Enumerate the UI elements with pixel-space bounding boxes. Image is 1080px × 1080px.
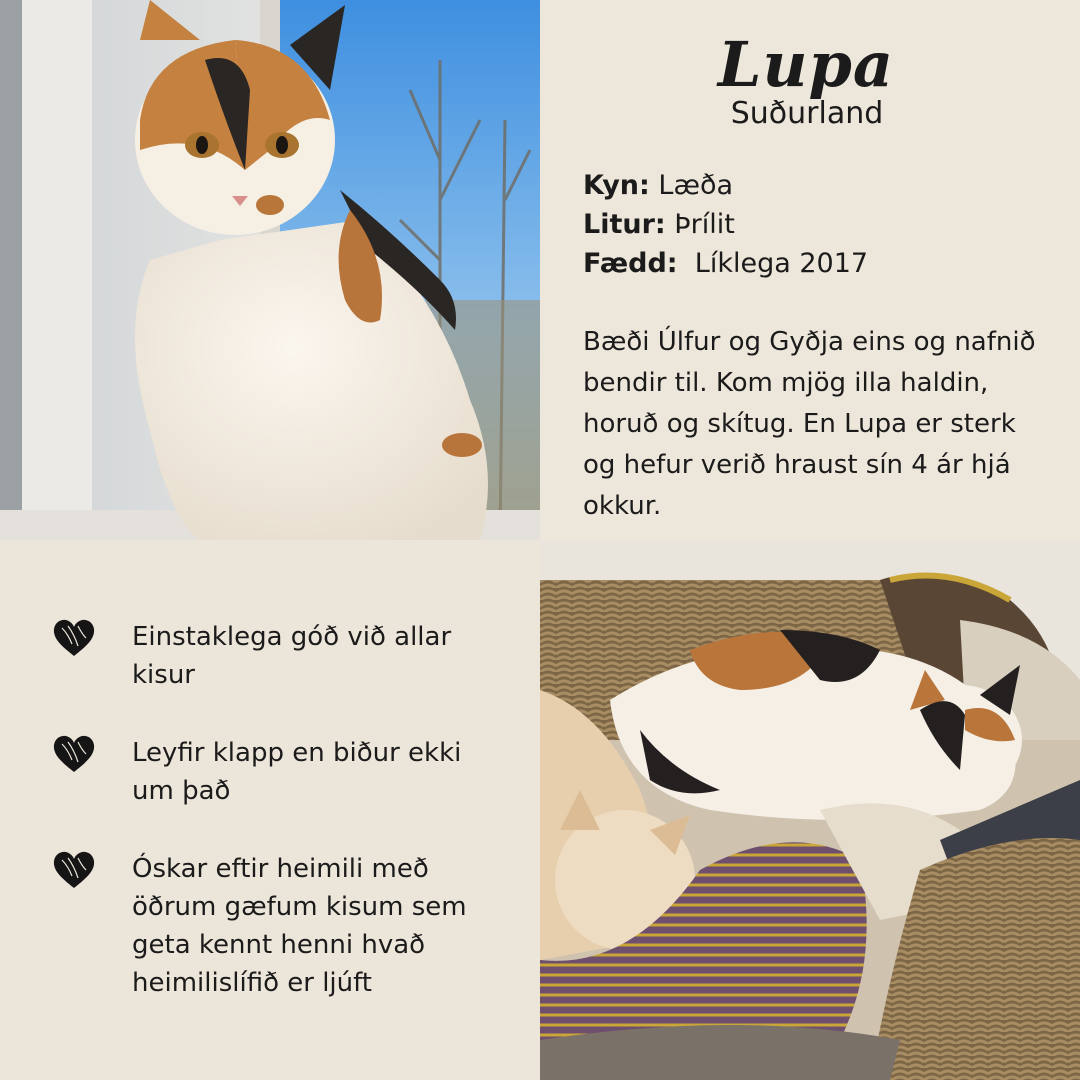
fact-key: Fædd: [583,248,678,279]
traits-panel [0,540,540,1080]
cat-name: Lupa [717,28,895,101]
fact-row [583,244,868,283]
info-panel [540,0,1080,540]
fact-row [583,205,868,244]
traits-list [52,618,492,1042]
trait-item [52,734,492,810]
fact-value: Læða [649,170,734,201]
facts-list [583,166,868,283]
heart-icon [52,618,96,658]
cat-region: Suðurland [730,96,884,131]
cat-window-photo [0,0,540,540]
fact-key: Kyn: [583,170,650,201]
trait-item [52,850,492,1002]
trait-text: Einstaklega góð við allar kisur [132,622,452,690]
trait-item [52,618,492,694]
trait-text: Óskar eftir heimili með öðrum gæfum kisum sem geta kennt henni hvað heimilislífið er ljúft [132,854,467,998]
cats-basket-photo [540,540,1080,1080]
fact-value: Líklega 2017 [677,248,869,279]
fact-row [583,166,868,205]
heart-icon [52,734,96,774]
fact-key: Litur: [583,209,666,240]
trait-text: Leyfir klapp en biður ekki um það [132,738,462,806]
fact-value: Þrílit [665,209,735,240]
heart-icon [52,850,96,890]
cat-description: Bæði Úlfur og Gyðja eins og nafnið bendir til. Kom mjög illa haldin, horuð og skítug. En Lupa er sterk og hefur verið hraust sín 4 ár hjá okkur. [583,327,1036,521]
